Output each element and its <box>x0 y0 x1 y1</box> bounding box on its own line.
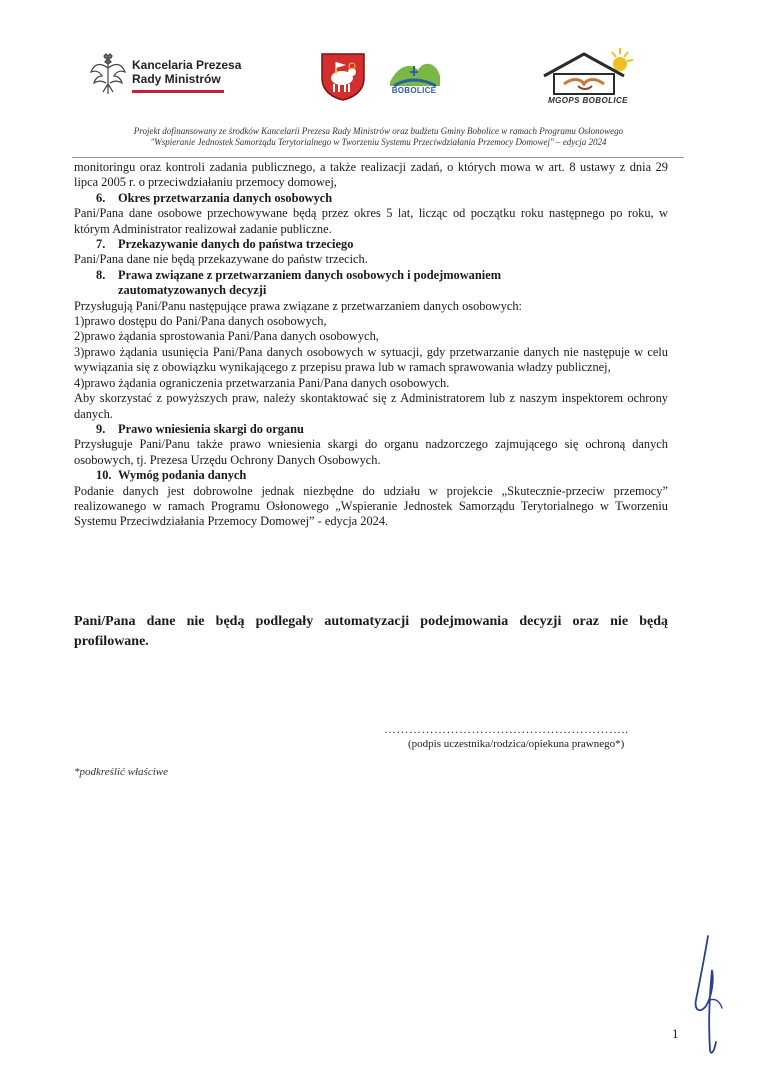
section-8-item-4: 4)prawo żądania ograniczenia przetwarzania Pani/Pana danych osobowych. <box>74 375 450 390</box>
signature-line: ………………………………………………….. <box>384 722 629 736</box>
section-8-item-1: 1)prawo dostępu do Pani/Pana danych osobowych, <box>74 314 327 329</box>
section-10-number: 10. <box>96 468 112 483</box>
eagle-icon <box>88 52 128 98</box>
section-10-heading <box>74 468 668 483</box>
section-8-item-3: 3)prawo żądania usunięcia Pani/Pana danych osobowych w sytuacji, gdy przetwarzanie danych nie następuje w celu wywiązania się z obowiązku wynikającego z przepisu prawa lub w ramach sprawowania władzy publicznej, <box>74 344 668 375</box>
section-8-number: 8. <box>96 267 106 282</box>
document-body <box>74 160 668 530</box>
section-9-number: 9. <box>96 421 106 436</box>
section-10-text: Podanie danych jest dobrowolne jednak niezbędne do udziału w projekcie „Skutecznie-przeciw przemocy” realizowanego w ramach Programu Osłonowego „Wspieranie Jednostek Samorządu Terytorialnego w Tworzeniu Systemu Przeciwdziałania Przemocy Domowej” - edycja 2024. <box>74 483 668 529</box>
footnote: *podkreślić właściwe <box>74 766 168 778</box>
section-6-text: Pani/Pana dane osobowe przechowywane będą przez okres 5 lat, licząc od początku roku następnego po roku, w którym Administrator realizował zadanie publiczne. <box>74 206 668 236</box>
section-9-heading <box>74 422 668 437</box>
header-divider <box>72 157 684 158</box>
section-8-intro: Przysługują Pani/Panu następujące prawa związane z przetwarzaniem danych osobowych: <box>74 298 522 313</box>
mgops-label: MGOPS BOBOLICE <box>548 96 628 105</box>
section-7-heading <box>74 237 668 252</box>
section-8-title-line1: Prawa związane z przetwarzaniem danych osobowych i podejmowaniem <box>118 267 502 282</box>
project-program-line: "Wspieranie Jednostek Samorządu Terytorialnego w Tworzeniu Systemu Przeciwdziałania Przemocy Domowej" – edycja 2024 <box>150 137 607 147</box>
kprm-line2: Rady Ministrów <box>132 72 221 86</box>
section-6-number: 6. <box>96 190 106 205</box>
kprm-red-bar <box>132 90 224 93</box>
section-8-heading <box>74 268 668 299</box>
profiling-statement: Pani/Pana dane nie będą podlegały automatyzacji podejmowania decyzji oraz nie będą profilowane. <box>74 614 668 649</box>
coat-of-arms-icon <box>318 50 368 102</box>
kprm-logo <box>88 52 258 98</box>
page-number: 1 <box>672 1026 679 1041</box>
section-7-number: 7. <box>96 237 106 252</box>
section-9-title: Prawo wniesienia skargi do organu <box>118 421 304 436</box>
handwritten-signature-icon <box>686 930 726 1060</box>
section-9-text: Przysługuje Pani/Panu także prawo wniesienia skargi do organu nadzorczego zajmującego się ochroną danych osobowych, tj. Prezesa Urzędu Ochrony Danych Osobowych. <box>74 437 668 467</box>
section-6-title: Okres przetwarzania danych osobowych <box>118 190 333 205</box>
kprm-line1: Kancelaria Prezesa <box>132 58 242 72</box>
section-6-heading <box>74 191 668 206</box>
kprm-name <box>132 58 241 86</box>
section-8-contact: Aby skorzystać z powyższych praw, należy skontaktować się z Administratorem lub z naszym inspektorem ochrony danych. <box>74 391 668 421</box>
bobolice-label: BOBOLICE <box>391 86 437 95</box>
project-funding-line: Projekt dofinansowany ze środków Kancelarii Prezesa Rady Ministrów oraz budżetu Gminy Bobolice w ramach Programu Osłonowego <box>133 126 624 136</box>
continued-paragraph: monitoringu oraz kontroli zadania publicznego, a także realizacji zadań, o których mowa w art. 8 ustawy z dnia 29 lipca 2005 r. o przeciwdziałaniu przemocy domowej, <box>74 160 668 190</box>
section-8-title-line2: zautomatyzowanych decyzji <box>118 283 267 298</box>
section-7-title: Przekazywanie danych do państwa trzeciego <box>118 237 354 252</box>
mgops-logo-icon <box>538 44 638 100</box>
section-10-title: Wymóg podania danych <box>118 468 247 483</box>
signature-caption: (podpis uczestnika/rodzica/opiekuna prawnego*) <box>408 738 625 750</box>
section-7-text: Pani/Pana dane nie będą przekazywane do państw trzecich. <box>74 252 368 267</box>
section-8-item-2: 2)prawo żądania sprostowania Pani/Pana danych osobowych, <box>74 329 379 344</box>
